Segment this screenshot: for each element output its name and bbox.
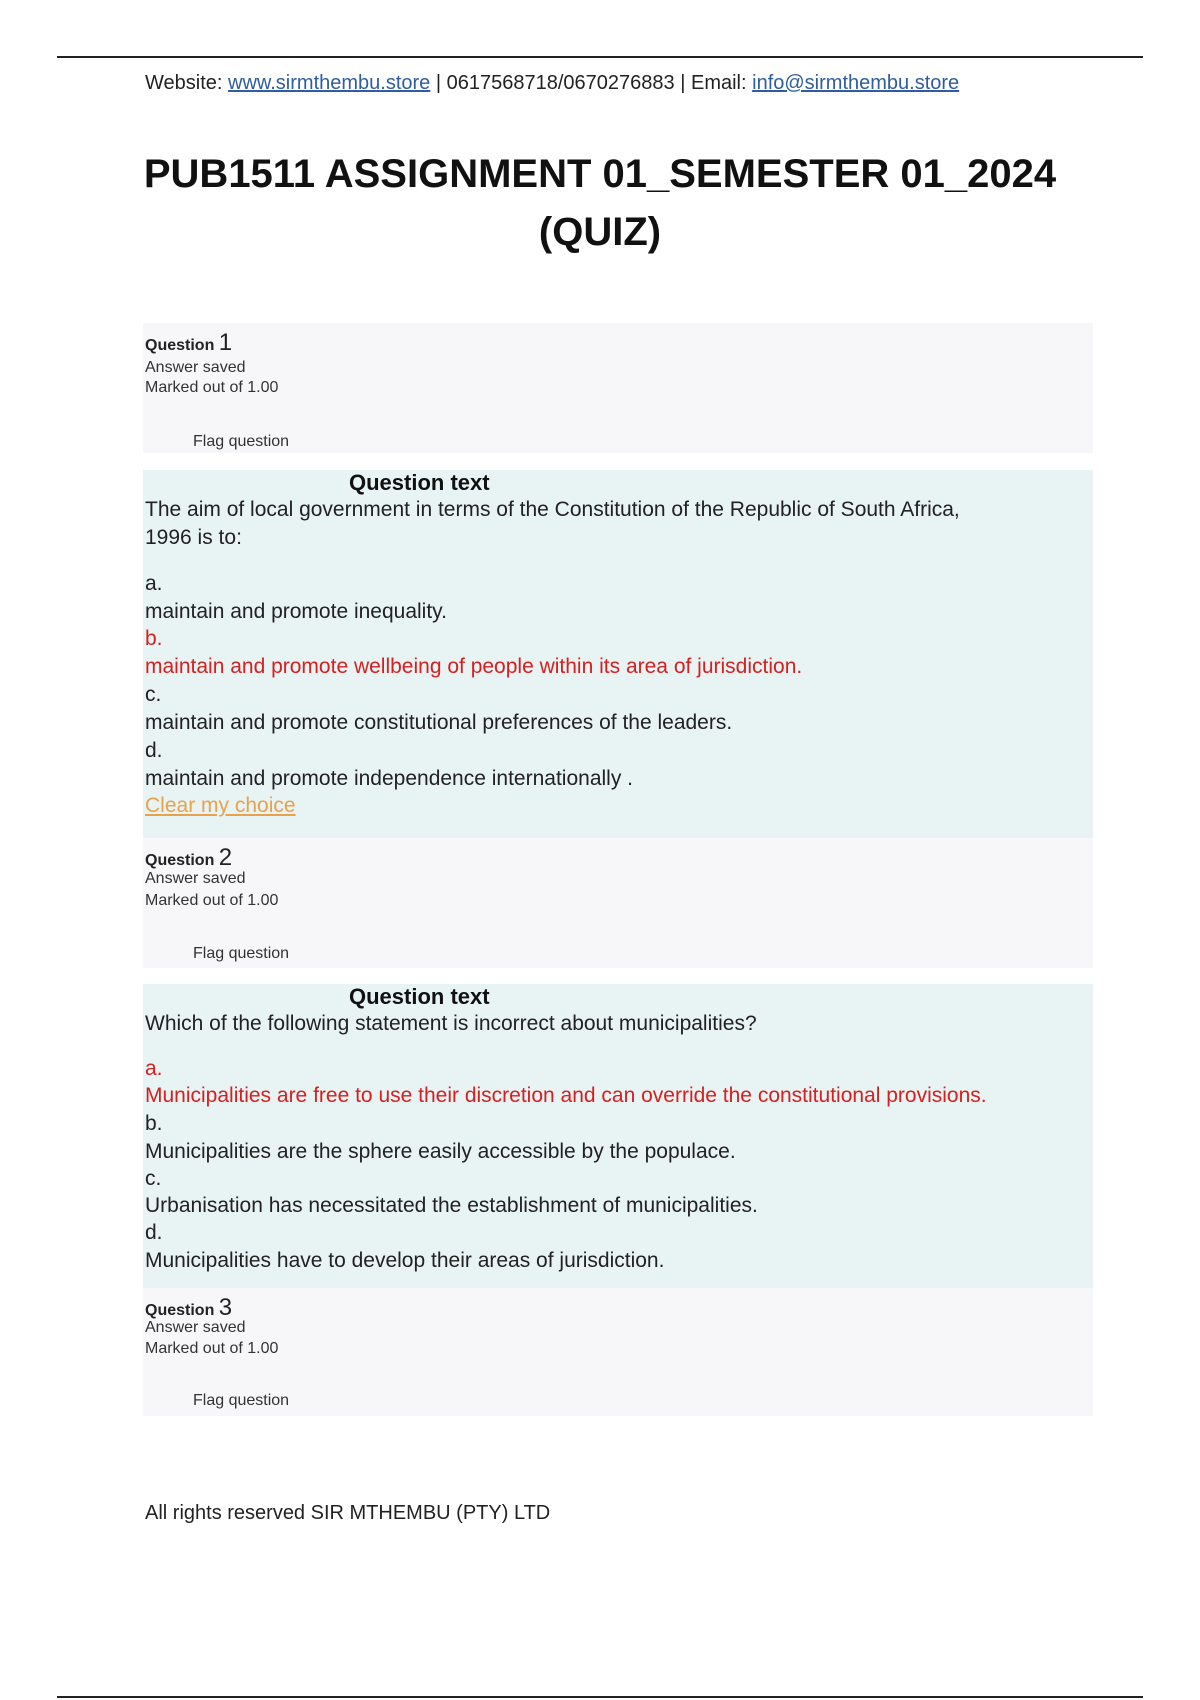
page-header <box>145 72 959 95</box>
option-c-letter[interactable]: c. <box>145 1167 162 1190</box>
option-d-text[interactable]: Municipalities have to develop their areas of jurisdiction. <box>145 1249 665 1272</box>
flag-question-button[interactable]: Flag question <box>193 433 290 450</box>
option-d-text[interactable]: maintain and promote independence internationally . <box>145 767 633 790</box>
question-1-content <box>143 470 1093 838</box>
top-rule <box>57 56 1143 58</box>
answer-status: Answer saved <box>145 359 246 376</box>
question-text-label: Question text <box>349 984 490 1009</box>
option-d-letter[interactable]: d. <box>145 739 163 762</box>
option-c-text[interactable]: maintain and promote constitutional preferences of the leaders. <box>145 711 733 734</box>
footer-copyright: All rights reserved SIR MTHEMBU (PTY) LTD <box>145 1502 551 1524</box>
page-title <box>100 145 1100 261</box>
option-b-text[interactable]: Municipalities are the sphere easily accessible by the populace. <box>145 1140 736 1163</box>
option-c-text[interactable]: Urbanisation has necessitated the establishment of municipalities. <box>145 1194 758 1217</box>
flag-question-button[interactable]: Flag question <box>193 945 290 962</box>
clear-choice-link[interactable]: Clear my choice <box>145 794 296 817</box>
option-b-text[interactable]: maintain and promote wellbeing of people within its area of jurisdiction. <box>145 655 803 678</box>
title-line-2: (QUIZ) <box>538 210 662 254</box>
website-label: Website: <box>145 72 223 94</box>
option-b-letter[interactable]: b. <box>145 627 163 650</box>
option-c-letter[interactable]: c. <box>145 683 162 706</box>
header-separator: | <box>435 72 442 94</box>
phone-numbers: 0617568718/0670276883 <box>446 72 675 94</box>
marks-info: Marked out of 1.00 <box>145 1340 279 1357</box>
email-label: Email: <box>690 72 747 94</box>
option-a-letter[interactable]: a. <box>145 572 163 595</box>
question-2-content <box>143 984 1093 1288</box>
option-a-text[interactable]: Municipalities are free to use their discretion and can override the constitutional provisions. <box>145 1084 987 1107</box>
question-text: The aim of local government in terms of the Constitution of the Republic of South Africa, <box>145 498 960 521</box>
question-3-info <box>143 1288 1093 1416</box>
title-line-1: PUB1511 ASSIGNMENT 01_SEMESTER 01_2024 <box>143 152 1057 196</box>
question-2-info <box>143 838 1093 968</box>
bottom-rule <box>57 1696 1143 1698</box>
question-number: Question 2 <box>145 844 233 871</box>
header-separator: | <box>680 72 686 94</box>
question-text-label: Question text <box>349 470 490 495</box>
question-number: Question 3 <box>145 1294 233 1321</box>
option-b-letter[interactable]: b. <box>145 1112 163 1135</box>
marks-info: Marked out of 1.00 <box>145 379 279 396</box>
email-link[interactable]: info@sirmthembu.store <box>752 72 960 94</box>
question-number: Question 1 <box>145 329 233 356</box>
answer-status: Answer saved <box>145 1319 246 1336</box>
question-text: 1996 is to: <box>145 526 242 549</box>
question-1-info <box>143 323 1093 453</box>
option-a-text[interactable]: maintain and promote inequality. <box>145 600 447 623</box>
answer-status: Answer saved <box>145 870 246 887</box>
option-a-letter[interactable]: a. <box>145 1057 163 1080</box>
option-d-letter[interactable]: d. <box>145 1221 163 1244</box>
marks-info: Marked out of 1.00 <box>145 892 279 909</box>
website-link[interactable]: www.sirmthembu.store <box>228 72 431 94</box>
flag-question-button[interactable]: Flag question <box>193 1392 290 1409</box>
question-text: Which of the following statement is incorrect about municipalities? <box>145 1012 757 1035</box>
